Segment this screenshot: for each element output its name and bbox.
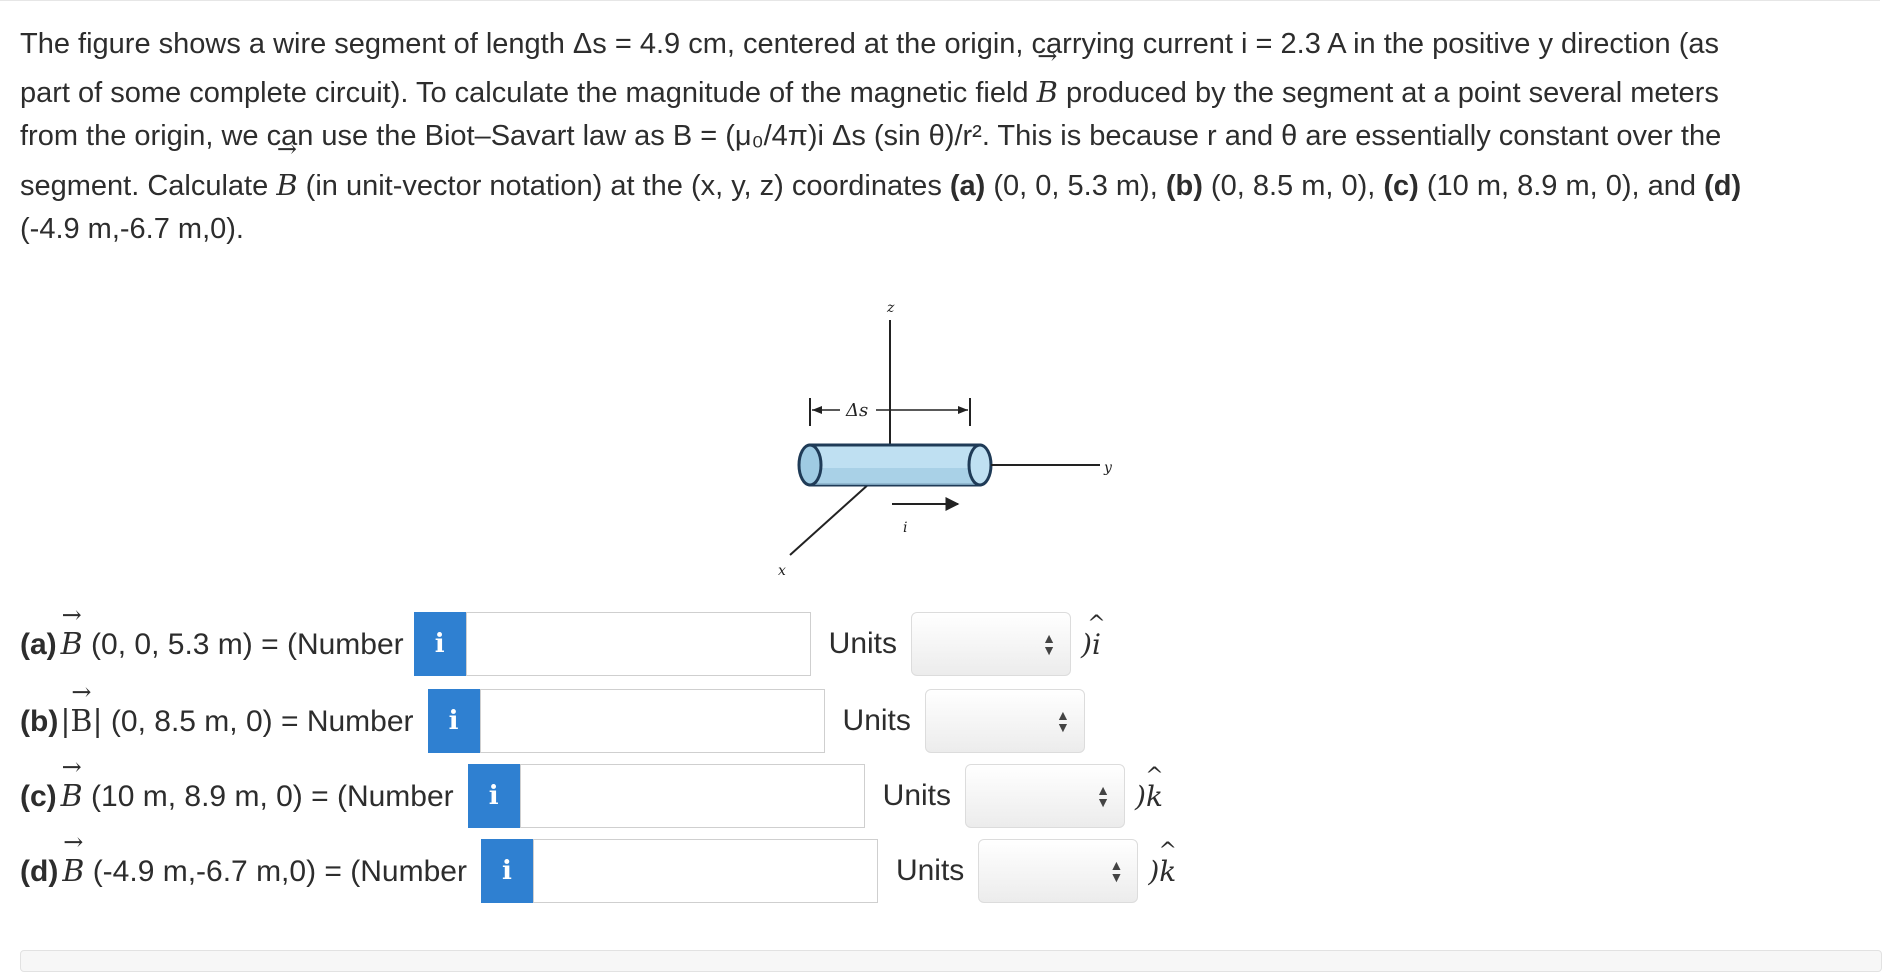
answer-d-units-select[interactable] — [978, 839, 1138, 903]
answer-d-label: (d)→ B (-4.9 m,-6.7 m,0) = (Number — [20, 854, 467, 889]
next-section-container — [20, 950, 1882, 972]
part-b-coord: (0, 8.5 m, 0), — [1202, 170, 1384, 202]
vector-b-symbol: → B — [61, 779, 83, 814]
select-arrows-icon: ▲ ▼ — [1056, 707, 1070, 735]
part-a-coord: (0, 0, 5.3 m), — [985, 170, 1166, 202]
answer-d-units-label: Units — [895, 854, 965, 887]
part-d-tag: (d) — [1704, 170, 1742, 202]
answer-a-suffix: )^ i — [1081, 628, 1101, 661]
x-axis-label: x — [778, 563, 786, 579]
select-arrows-icon: ▲ ▼ — [1109, 857, 1124, 885]
vector-b-symbol: → B — [62, 854, 84, 889]
vector-b-magnitude-symbol: → |B| — [60, 704, 102, 739]
info-icon[interactable]: i — [468, 764, 520, 828]
answer-d-number-input[interactable] — [533, 839, 878, 903]
problem-line-3: from the origin, we can use the Biot–Savart law as B = (μ₀/4π)i Δs (sin θ)/r². This is because r and θ are essentially constant over the — [20, 120, 1722, 152]
answer-c-units-select[interactable] — [965, 764, 1125, 828]
answer-b-units-label: Units — [842, 704, 911, 737]
unit-vector-k-icon: ^ k — [1159, 855, 1176, 888]
wire-segment-figure — [780, 290, 1140, 590]
answer-row-d — [20, 839, 1176, 903]
problem-line-5: (-4.9 m,-6.7 m,0). — [20, 213, 244, 245]
part-c-coord: (10 m, 8.9 m, 0), and — [1418, 170, 1705, 202]
select-arrows-icon: ▲ ▼ — [1096, 782, 1111, 810]
answer-row-b — [20, 689, 1085, 753]
answer-c-number-input[interactable] — [520, 764, 865, 828]
wire-left-end — [799, 445, 821, 485]
answer-a-units-label: Units — [828, 627, 898, 660]
ds-label: Δs — [846, 400, 869, 421]
select-arrows-icon: ▲ ▼ — [1042, 630, 1057, 658]
problem-line-2 — [20, 68, 1875, 117]
problem-text: (in unit-vector notation) at the (x, y, z) coordinates — [297, 170, 950, 202]
answer-c-label: (c)→ B (10 m, 8.9 m, 0) = (Number — [20, 779, 454, 814]
answer-b-number-input[interactable] — [480, 689, 825, 753]
unit-vector-i-icon: ^ i — [1092, 628, 1101, 661]
answer-b-units-select[interactable] — [925, 689, 1085, 753]
part-a-tag: (a) — [949, 170, 986, 202]
answer-b-label: (b)→ |B| (0, 8.5 m, 0) = Number — [20, 704, 414, 739]
answer-a-label: (a)→ B (0, 0, 5.3 m) = (Number — [20, 627, 404, 662]
problem-text: part of some complete circuit). To calculate the magnitude of the magnetic field — [20, 77, 1037, 109]
answer-c-suffix: )^ k — [1135, 780, 1163, 813]
answer-d-suffix: )^ k — [1148, 855, 1176, 888]
current-label: i — [903, 520, 908, 536]
info-icon[interactable]: i — [414, 612, 466, 676]
ds-left-arrowhead — [812, 406, 822, 414]
part-b-tag: (b) — [1165, 170, 1203, 202]
answer-a-units-select[interactable] — [911, 612, 1071, 676]
problem-text: produced by the segment at a point several meters — [1057, 77, 1719, 109]
answer-row-a — [20, 612, 1101, 676]
problem-line-1: The figure shows a wire segment of length Δs = 4.9 cm, centered at the origin, carrying current i = 2.3 A in the positive y direction (as — [20, 28, 1720, 60]
vector-b-symbol: → B — [276, 161, 297, 209]
info-icon[interactable]: i — [481, 839, 533, 903]
problem-statement — [20, 20, 1875, 248]
problem-text: segment. Calculate — [20, 170, 277, 202]
z-axis-label: z — [887, 300, 895, 316]
wire-right-end — [969, 445, 991, 485]
part-c-tag: (c) — [1383, 170, 1419, 202]
answer-c-units-label: Units — [882, 779, 952, 812]
answer-a-number-input[interactable] — [466, 612, 811, 676]
y-axis-label: y — [1104, 460, 1112, 476]
problem-line-4 — [20, 161, 1875, 210]
unit-vector-k-icon: ^ k — [1146, 780, 1163, 813]
top-divider — [0, 0, 1880, 4]
vector-b-symbol: → B — [1037, 68, 1058, 116]
vector-b-symbol: → B — [61, 627, 83, 662]
answer-row-c — [20, 764, 1163, 828]
wire-shading — [810, 468, 980, 485]
info-icon[interactable]: i — [428, 689, 480, 753]
ds-right-arrowhead — [958, 406, 968, 414]
